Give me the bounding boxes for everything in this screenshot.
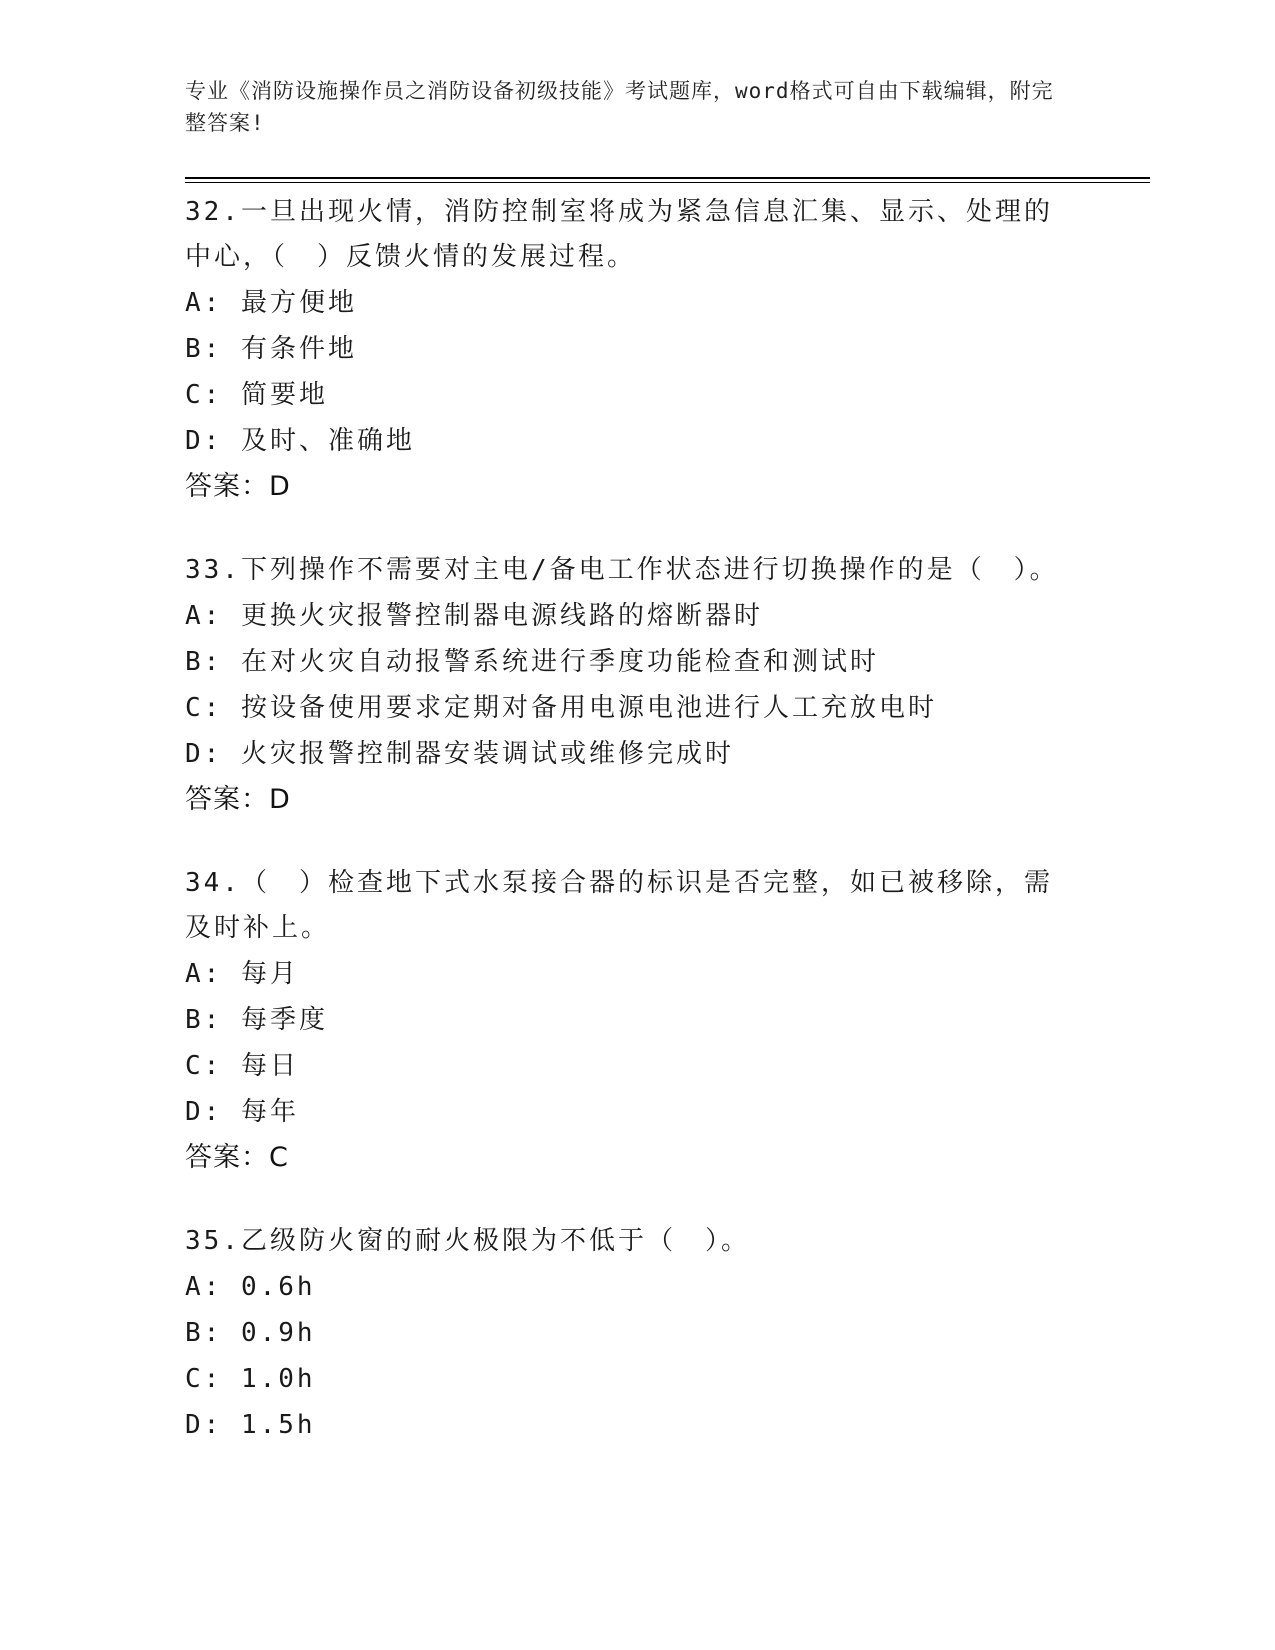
- question-stem: 35.乙级防火窗的耐火极限为不低于（ ）。: [185, 1226, 750, 1256]
- option-text: 1.0h: [240, 1364, 316, 1394]
- question-32: [185, 190, 1075, 510]
- answer-line: 答案：D: [185, 471, 291, 502]
- option-letter: C:: [185, 1051, 241, 1081]
- option-a: [185, 951, 1075, 997]
- question-list: [185, 190, 1075, 1486]
- option-letter: B:: [185, 334, 241, 364]
- option-a: [185, 593, 1075, 639]
- question-33: [185, 548, 1075, 823]
- header-divider-thick: [185, 177, 1150, 179]
- question-stem: 33.下列操作不需要对主电/备电工作状态进行切换操作的是（ ）。: [185, 555, 1059, 585]
- option-text: 每季度: [240, 1005, 328, 1035]
- option-d: [185, 1089, 1075, 1135]
- option-letter: A:: [185, 288, 241, 318]
- option-text: 按设备使用要求定期对备用电源电池进行人工充放电时: [240, 693, 937, 723]
- answer-line: 答案：D: [185, 784, 291, 815]
- option-d: [185, 731, 1075, 777]
- option-text: 每日: [240, 1051, 299, 1081]
- option-text: 每月: [240, 959, 299, 989]
- option-a: [185, 1264, 1075, 1310]
- option-text: 更换火灾报警控制器电源线路的熔断器时: [240, 601, 763, 631]
- option-letter: C:: [185, 693, 241, 723]
- option-b: [185, 1310, 1075, 1356]
- option-text: 简要地: [240, 380, 328, 410]
- option-letter: A:: [185, 1272, 241, 1302]
- option-a: [185, 280, 1075, 326]
- option-c: [185, 372, 1075, 418]
- option-letter: D:: [185, 739, 241, 769]
- question-stem: 34.（ ）检查地下式水泵接合器的标识是否完整，如已被移除，需及时补上。: [185, 868, 1053, 943]
- option-letter: C:: [185, 380, 241, 410]
- option-text: 0.9h: [240, 1318, 316, 1348]
- option-text: 在对火灾自动报警系统进行季度功能检查和测试时: [240, 647, 879, 677]
- option-text: 0.6h: [240, 1272, 316, 1302]
- option-text: 及时、准确地: [240, 426, 415, 456]
- option-text: 火灾报警控制器安装调试或维修完成时: [240, 739, 734, 769]
- option-letter: B:: [185, 1318, 241, 1348]
- option-b: [185, 997, 1075, 1043]
- option-letter: A:: [185, 959, 241, 989]
- question-stem: 32.一旦出现火情，消防控制室将成为紧急信息汇集、显示、处理的中心，（ ）反馈火情的发展过程。: [185, 197, 1053, 272]
- option-text: 每年: [240, 1097, 299, 1127]
- option-letter: D:: [185, 1410, 241, 1440]
- option-letter: C:: [185, 1364, 241, 1394]
- option-letter: A:: [185, 601, 241, 631]
- option-b: [185, 326, 1075, 372]
- option-letter: D:: [185, 426, 241, 456]
- option-text: 1.5h: [240, 1410, 316, 1440]
- question-35: [185, 1219, 1075, 1448]
- option-d: [185, 1402, 1075, 1448]
- answer-line: 答案：C: [185, 1142, 289, 1173]
- option-letter: B:: [185, 1005, 241, 1035]
- option-text: 最方便地: [240, 288, 357, 318]
- document-header: 专业《消防设施操作员之消防设备初级技能》考试题库，word格式可自由下载编辑，附完整答案!: [185, 79, 1054, 135]
- option-c: [185, 1043, 1075, 1089]
- option-letter: D:: [185, 1097, 241, 1127]
- option-text: 有条件地: [240, 334, 357, 364]
- header-divider-thin: [185, 182, 1150, 183]
- option-c: [185, 685, 1075, 731]
- option-d: [185, 418, 1075, 464]
- option-b: [185, 639, 1075, 685]
- question-34: [185, 861, 1075, 1181]
- option-letter: B:: [185, 647, 241, 677]
- option-c: [185, 1356, 1075, 1402]
